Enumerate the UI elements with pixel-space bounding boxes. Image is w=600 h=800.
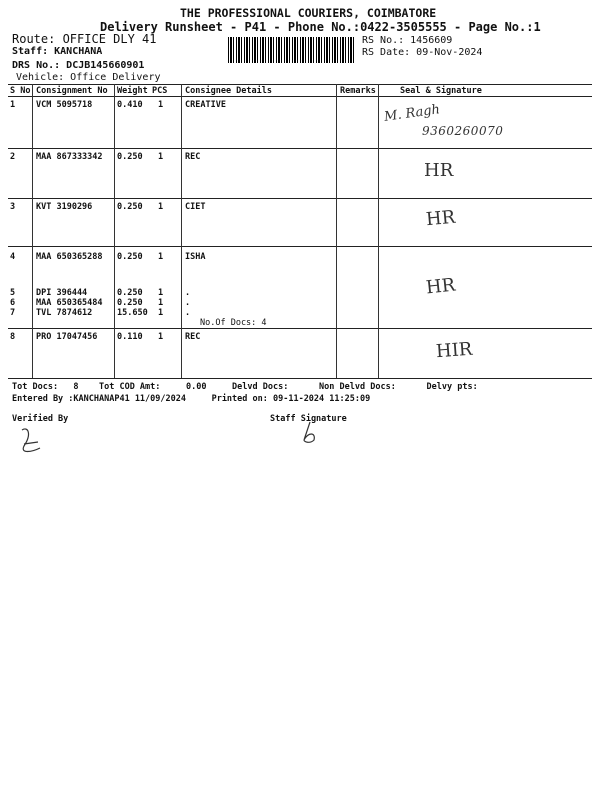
row-sno: 3	[10, 202, 16, 212]
row-pcs: 1	[158, 152, 164, 162]
handwritten-hr: HR	[424, 160, 454, 181]
staff-signature-label: Staff Signature	[270, 414, 347, 424]
col-header-consignment: Consignment No	[36, 86, 108, 96]
row-consignee: CIET	[185, 202, 206, 212]
row-pcs: 1	[158, 298, 164, 308]
col-divider	[378, 84, 379, 378]
row-consignee: REC	[185, 152, 201, 162]
row-weight: 0.250	[117, 298, 143, 308]
row-consignment: MAA 867333342	[36, 152, 103, 162]
row-weight: 0.250	[117, 202, 143, 212]
row-pcs: 1	[158, 288, 164, 298]
row-sno: 8	[10, 332, 16, 342]
totals-line: Tot Docs: 8 Tot COD Amt: 0.00 Delvd Docs: Non Delvd Docs: Delvy pts:	[12, 382, 478, 392]
row-sno: 6	[10, 298, 16, 308]
no-of-docs: No.Of Docs: 4	[200, 318, 267, 328]
verified-by-label: Verified By	[12, 414, 69, 424]
row-consignment: PRO 17047456	[36, 332, 98, 342]
handwritten-hr: HR	[425, 206, 457, 231]
row-pcs: 1	[158, 308, 164, 318]
row-sno: 2	[10, 152, 16, 162]
table-bottom-border	[8, 378, 592, 379]
table-header-border	[8, 96, 592, 97]
row-sno: 5	[10, 288, 16, 298]
vehicle-label: Vehicle: Office Delivery	[16, 72, 161, 83]
row-weight: 0.250	[117, 252, 143, 262]
row-consignment: TVL 7874612	[36, 308, 93, 318]
row-border-1	[8, 148, 592, 149]
col-header-remarks: Remarks	[340, 86, 376, 96]
handwritten-signature-name: M. Ragh	[383, 102, 441, 125]
row-pcs: 1	[158, 202, 164, 212]
route-label: Route: OFFICE DLY 41	[12, 32, 157, 46]
col-header-weight: Weight	[117, 86, 148, 96]
handwritten-hr: HR	[424, 274, 457, 299]
row-consignee: .	[185, 298, 191, 308]
staff-label: Staff: KANCHANA	[12, 46, 103, 57]
row-consignee: REC	[185, 332, 201, 342]
barcode-image	[228, 37, 356, 63]
row-weight: 0.410	[117, 100, 143, 110]
row-consignee: .	[185, 308, 191, 318]
col-divider	[32, 84, 33, 378]
rs-date: RS Date: 09-Nov-2024	[362, 47, 483, 58]
col-divider	[114, 84, 115, 378]
row-pcs: 1	[158, 100, 164, 110]
row-border-2	[8, 198, 592, 199]
company-title: THE PROFESSIONAL COURIERS, COIMBATORE	[180, 6, 437, 20]
entered-by-line: Entered By :KANCHANAP41 11/09/2024 Printed on: 09-11-2024 11:25:09	[12, 394, 371, 404]
col-header-pcs: PCS	[152, 86, 168, 96]
row-weight: 0.250	[117, 288, 143, 298]
row-border-4	[8, 328, 592, 329]
row-border-3	[8, 246, 592, 247]
row-pcs: 1	[158, 252, 164, 262]
drs-number: DRS No.: DCJB145660901	[12, 60, 145, 71]
row-consignment: MAA 650365288	[36, 252, 103, 262]
row-weight: 15.650	[117, 308, 148, 318]
col-divider	[336, 84, 337, 378]
row-weight: 0.110	[117, 332, 143, 342]
verified-signature-scribble	[14, 424, 54, 464]
col-header-seal: Seal & Signature	[400, 86, 482, 96]
row-sno: 7	[10, 308, 16, 318]
row-consignment: KVT 3190296	[36, 202, 93, 212]
col-divider	[181, 84, 182, 378]
row-consignment: VCM 5095718	[36, 100, 93, 110]
rs-number: RS No.: 1456609	[362, 35, 453, 46]
table-top-border	[8, 84, 592, 85]
row-sno: 1	[10, 100, 16, 110]
handwritten-phone: 9360260070	[422, 124, 504, 138]
row-weight: 0.250	[117, 152, 143, 162]
row-consignee: ISHA	[185, 252, 206, 262]
col-header-sno: S No	[10, 86, 31, 96]
row-consignment: MAA 650365484	[36, 298, 103, 308]
col-header-consignee: Consignee Details	[185, 86, 272, 96]
row-consignment: DPI 396444	[36, 288, 88, 298]
row-pcs: 1	[158, 332, 164, 342]
handwritten-hr: HIR	[435, 338, 474, 363]
row-consignee: CREATIVE	[185, 100, 226, 110]
staff-signature-scribble	[296, 418, 326, 448]
runsheet-subtitle: Delivery Runsheet - P41 - Phone No.:0422-3505555 - Page No.:1	[100, 20, 541, 34]
row-consignee: .	[185, 288, 191, 298]
row-sno: 4	[10, 252, 16, 262]
